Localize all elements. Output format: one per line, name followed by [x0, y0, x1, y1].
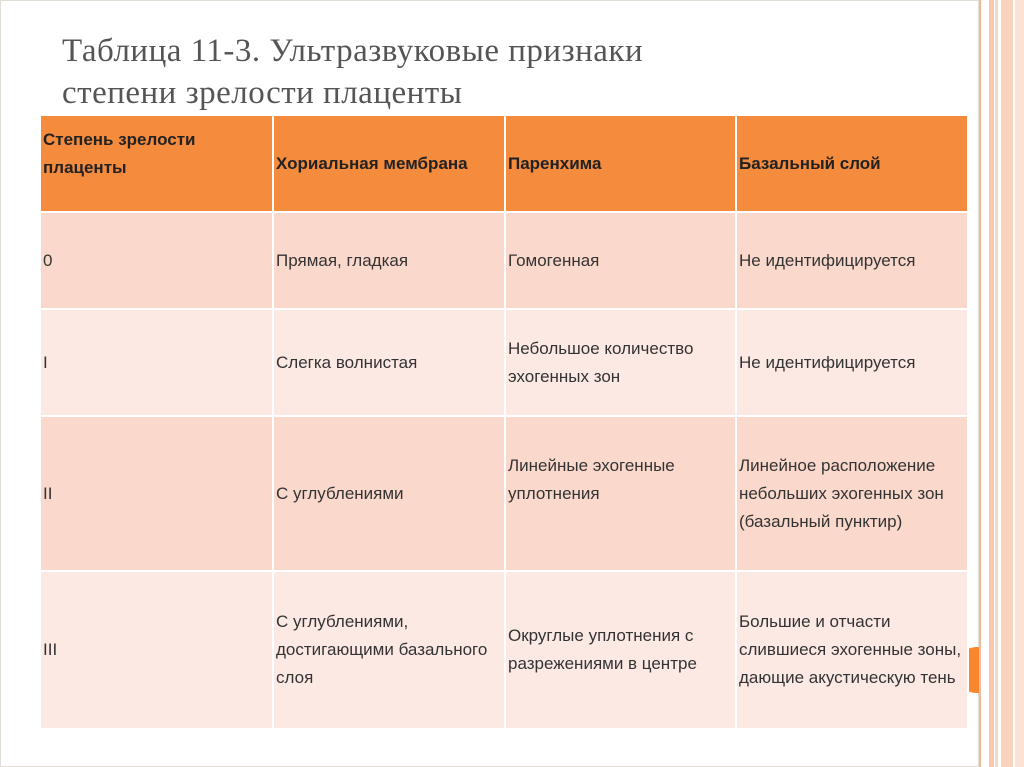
stripe	[995, 0, 998, 767]
cell-grade: 0	[41, 212, 273, 309]
slide-title	[62, 30, 962, 114]
cell-grade: I	[41, 309, 273, 416]
header-chorionic-membrane: Хориальная мембрана	[273, 116, 505, 212]
cell-basal: Не идентифицируется	[736, 309, 968, 416]
cell-grade: II	[41, 416, 273, 571]
cell-parenchyma	[505, 416, 736, 571]
cell-basal: Большие и отчасти слившиеся эхогенные зоны, дающие акустическую тень	[736, 571, 968, 729]
stripe	[979, 0, 981, 767]
cell-membrane: Прямая, гладкая	[273, 212, 505, 309]
title-line-2: степени зрелости плаценты	[62, 75, 463, 111]
stripe	[1001, 0, 1013, 767]
cell-parenchyma: Небольшое количество эхогенных зон	[505, 309, 736, 416]
header-label: Степень зрелости плаценты	[43, 129, 196, 177]
stripe	[989, 0, 994, 767]
cell-membrane: Слегка волнистая	[273, 309, 505, 416]
table-header-row	[41, 116, 968, 212]
header-basal-layer: Базальный слой	[736, 116, 968, 212]
cell-grade: III	[41, 571, 273, 729]
maturity-table	[41, 116, 969, 730]
cell-parenchyma-text: Линейные эхогенные уплотнения	[508, 455, 675, 503]
table-row	[41, 212, 968, 309]
cell-basal: Не идентифицируется	[736, 212, 968, 309]
cell-parenchyma: Гомогенная	[505, 212, 736, 309]
cell-parenchyma: Округлые уплотнения с разрежениями в центре	[505, 571, 736, 729]
cell-basal: Линейное расположение небольших эхогенных зон (базальный пунктир)	[736, 416, 968, 571]
cell-membrane: С углублениями	[273, 416, 505, 571]
cell-membrane: С углублениями, достигающими базального слоя	[273, 571, 505, 729]
decorative-stripes	[979, 0, 1024, 767]
header-parenchyma: Паренхима	[505, 116, 736, 212]
table-row	[41, 571, 968, 729]
table-row	[41, 309, 968, 416]
table-row	[41, 416, 968, 571]
header-maturity-grade	[41, 116, 273, 212]
stripe	[1015, 0, 1024, 767]
title-line-1: Таблица 11-3. Ультразвуковые признаки	[62, 33, 644, 69]
